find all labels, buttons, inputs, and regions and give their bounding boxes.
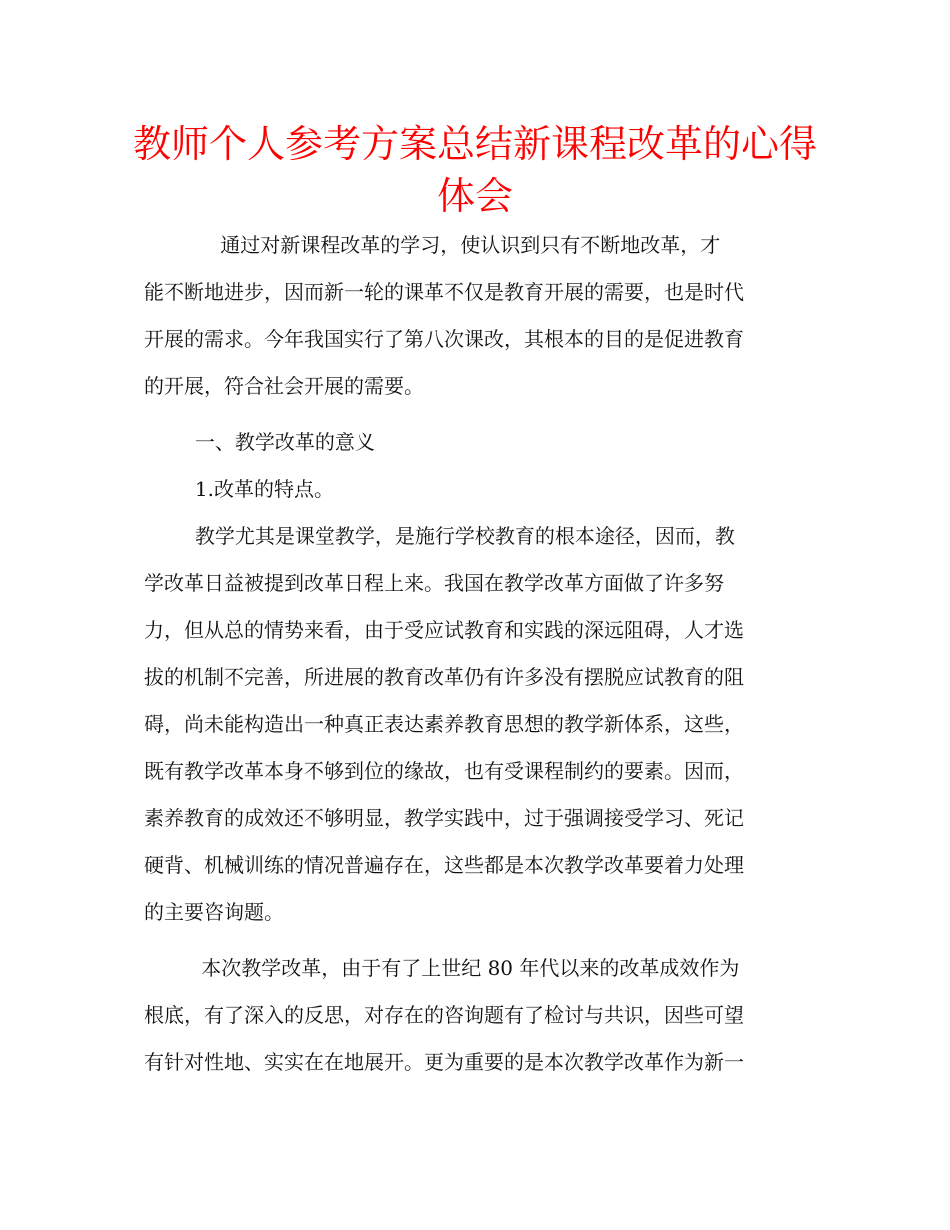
title-line-2: 体会 bbox=[436, 174, 513, 218]
paragraph-line: 有针对性地、实实在在地展开。更为重要的是本次教学改革作为新一 bbox=[144, 1050, 744, 1074]
document-title bbox=[120, 118, 830, 222]
paragraph-line: 的主要咨询题。 bbox=[144, 900, 284, 924]
paragraph-features bbox=[144, 513, 810, 936]
section-heading bbox=[144, 419, 810, 466]
paragraph-intro bbox=[144, 222, 810, 410]
paragraph-line: 力，但从总的情势来看，由于受应试教育和实践的深远阻碍，人才选 bbox=[144, 618, 744, 642]
paragraph-this-reform bbox=[144, 945, 810, 1086]
document-body bbox=[144, 222, 810, 1086]
title-line-1: 教师个人参考方案总结新课程改革的心得 bbox=[132, 122, 817, 166]
paragraph-line: 开展的需求。今年我国实行了第八次课改，其根本的目的是促进教育 bbox=[144, 327, 744, 351]
paragraph-line: 拔的机制不完善，所进展的教育改革仍有许多没有摆脱应试教育的阻 bbox=[144, 665, 744, 689]
subsection-heading-text: 1.改革的特点。 bbox=[144, 477, 334, 501]
paragraph-line: 素养教育的成效还不够明显，教学实践中，过于强调接受学习、死记 bbox=[144, 806, 744, 830]
paragraph-line: 碍，尚未能构造出一种真正表达素养教育思想的教学新体系，这些， bbox=[144, 712, 744, 736]
section-heading-text: 一、教学改革的意义 bbox=[144, 430, 375, 454]
paragraph-line: 既有教学改革本身不够到位的缘故，也有受课程制约的要素。因而， bbox=[144, 759, 744, 783]
paragraph-line: 教学尤其是课堂教学，是施行学校教育的根本途径，因而，教 bbox=[144, 524, 735, 548]
paragraph-line: 硬背、机械训练的情况普遍存在，这些都是本次教学改革要着力处理 bbox=[144, 853, 744, 877]
paragraph-line: 通过对新课程改革的学习，使认识到只有不断地改革，才 bbox=[144, 233, 721, 257]
paragraph-line: 的开展，符合社会开展的需要。 bbox=[144, 374, 424, 398]
paragraph-line: 能不断地进步，因而新一轮的课革不仅是教育开展的需要，也是时代 bbox=[144, 280, 744, 304]
paragraph-gap bbox=[144, 410, 810, 419]
paragraph-line: 本次教学改革，由于有了上世纪 80 年代以来的改革成效作为 bbox=[144, 956, 740, 980]
paragraph-gap bbox=[144, 936, 810, 945]
paragraph-line: 根底，有了深入的反思，对存在的咨询题有了检讨与共识，因些可望 bbox=[144, 1003, 744, 1027]
subsection-heading bbox=[144, 466, 810, 513]
paragraph-line: 学改革日益被提到改革日程上来。我国在教学改革方面做了许多努 bbox=[144, 571, 724, 595]
